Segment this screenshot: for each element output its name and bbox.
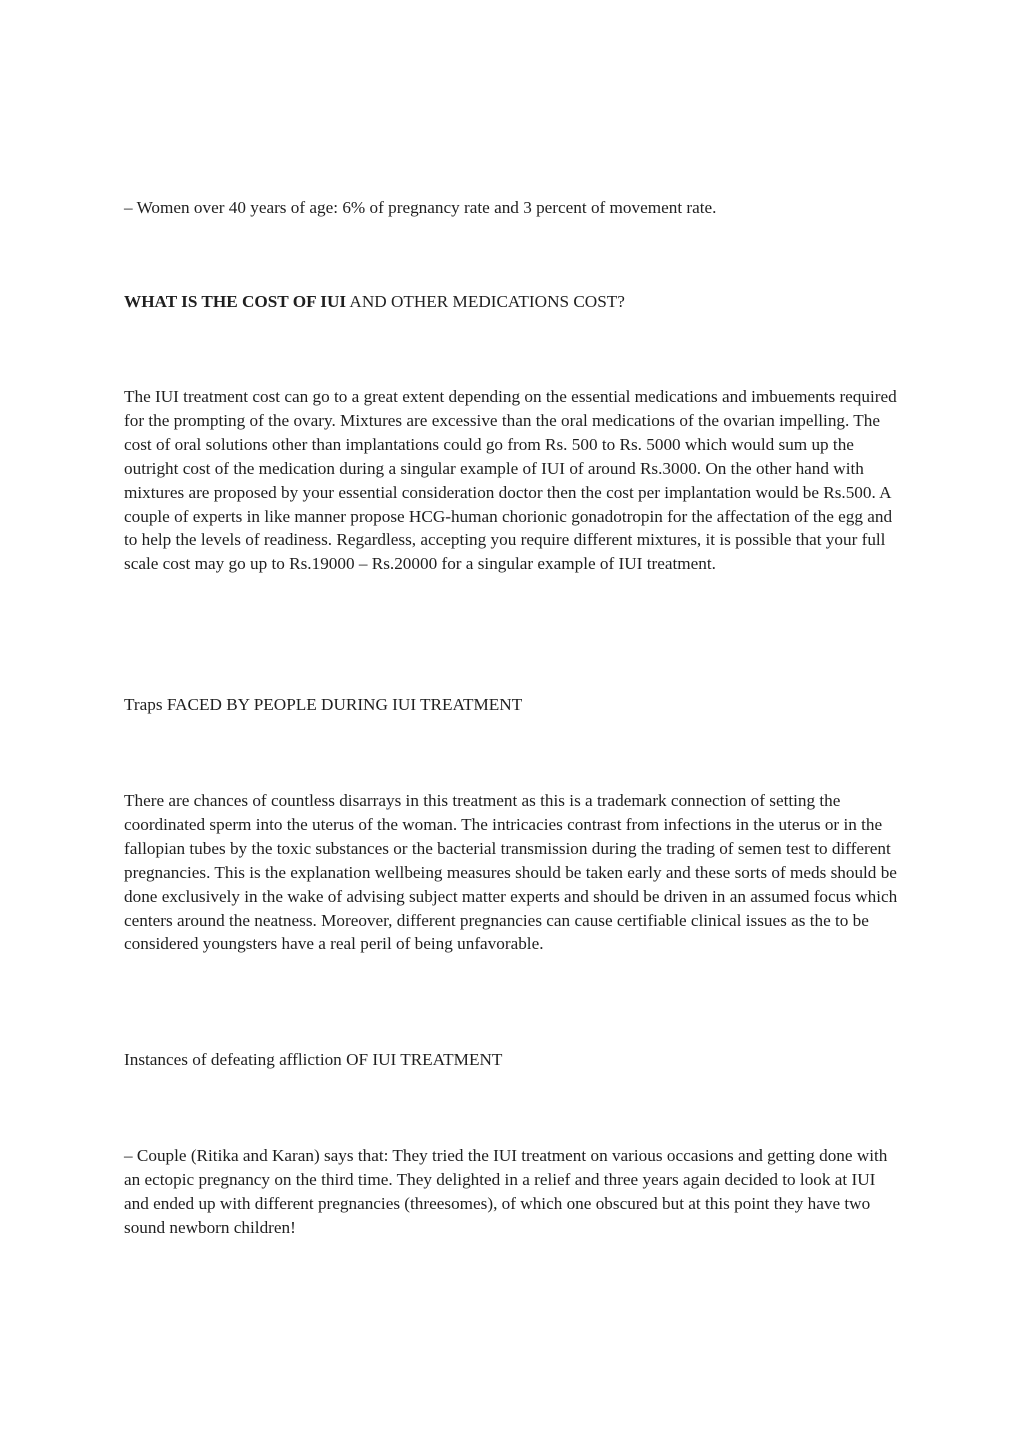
cost-paragraph: The IUI treatment cost can go to a great extent depending on the essential medications and imbuements required for the prompting of the ovary. Mixtures are excessive than the oral medications of the ovarian impelling. The cost of oral solutions other than implantations could go from Rs. 500 to Rs. 5000 which would sum up the outright cost of the medication during a singular example of IUI of around Rs.3000. On the other hand with mixtures are proposed by your essential consideration doctor then the cost per implantation would be Rs.500. A couple of experts in like manner propose HCG-human chorionic gonadotropin for the affectation of the egg and to help the levels of readiness. Regardless, accepting you require different mixtures, it is possible that your full scale cost may go up to Rs.19000 – Rs.20000 for a singular example of IUI treatment.	[124, 387, 897, 574]
cost-heading-rest: AND OTHER MEDICATIONS COST?	[346, 292, 625, 311]
instances-heading: Instances of defeating affliction OF IUI TREATMENT	[124, 1050, 503, 1069]
traps-heading: Traps FACED BY PEOPLE DURING IUI TREATMENT	[124, 695, 523, 714]
cost-heading	[124, 290, 899, 314]
women-over-40-line: – Women over 40 years of age: 6% of pregnancy rate and 3 percent of movement rate.	[124, 198, 717, 217]
traps-paragraph: There are chances of countless disarrays in this treatment as this is a trademark connection of setting the coordinated sperm into the uterus of the woman. The intricacies contrast from infections in the uterus or in the fallopian tubes by the toxic substances or the bacterial transmission during the trading of semen test to different pregnancies. This is the explanation wellbeing measures should be taken early and these sorts of meds should be done exclusively in the wake of advising subject matter experts and should be driven in an assumed focus which centers around the neatness. Moreover, different pregnancies can cause certifiable clinical issues as the to be considered youngsters have a real peril of being unfavorable.	[124, 791, 898, 954]
couple-testimonial-paragraph: – Couple (Ritika and Karan) says that: They tried the IUI treatment on various occasions and getting done with an ectopic pregnancy on the third time. They delighted in a relief and three years again decided to look at IUI and ended up with different pregnancies (threesomes), of which one obscured but at this point they have two sound newborn children!	[124, 1146, 888, 1237]
cost-heading-bold: WHAT IS THE COST OF IUI	[124, 292, 347, 311]
